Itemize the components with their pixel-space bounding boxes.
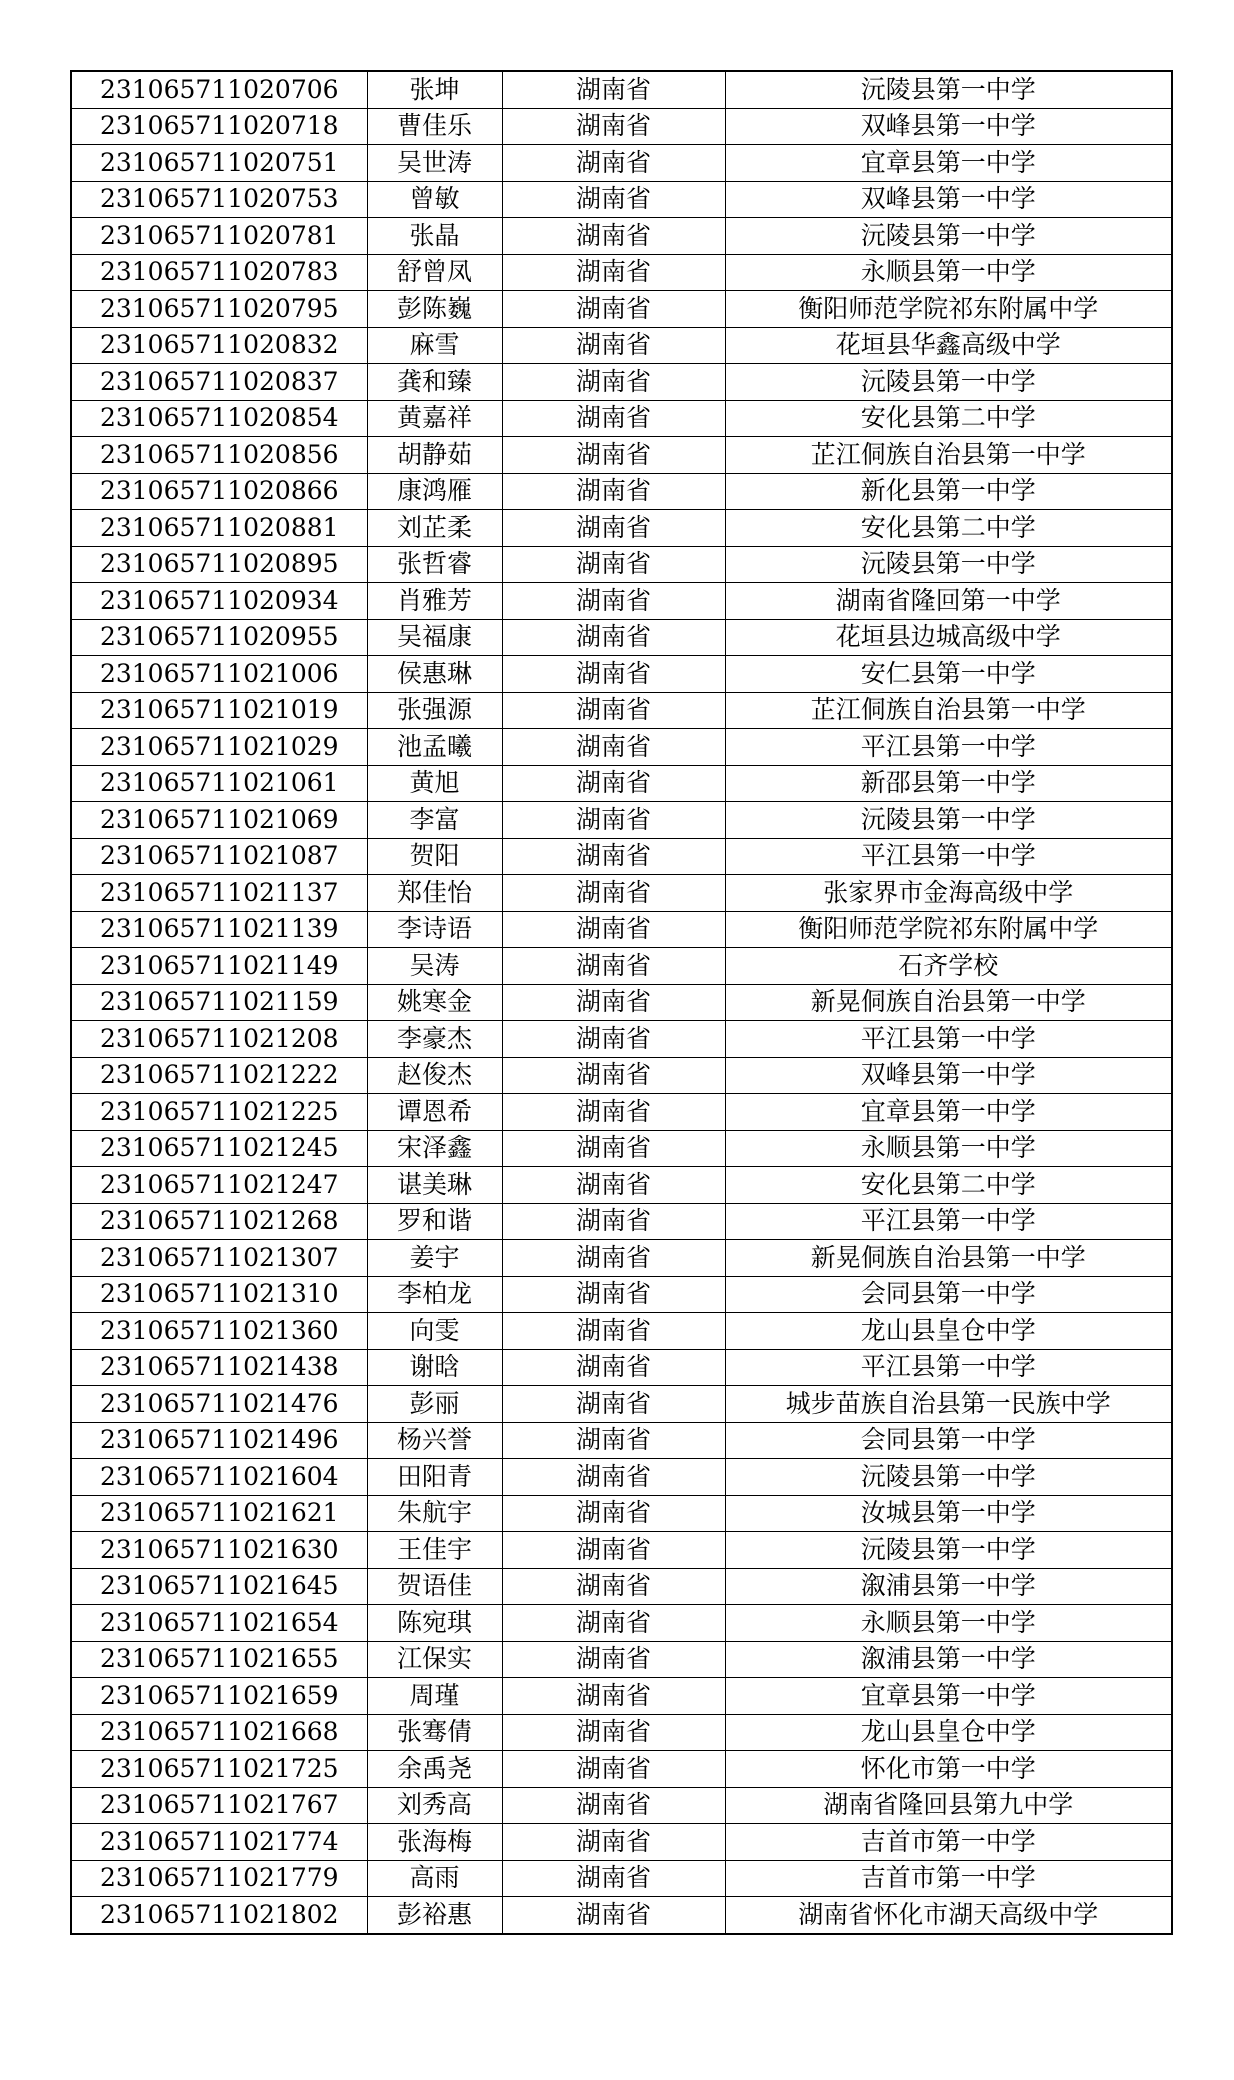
- candidate-id-cell: 231065711021225: [71, 1094, 367, 1131]
- school-cell: 沅陵县第一中学: [725, 364, 1172, 401]
- student-name-cell: 吴世涛: [367, 145, 502, 182]
- province-cell: 湖南省: [502, 1897, 725, 1934]
- school-cell: 宜章县第一中学: [725, 1094, 1172, 1131]
- student-name-cell: 赵俊杰: [367, 1057, 502, 1094]
- school-cell: 城步苗族自治县第一民族中学: [725, 1386, 1172, 1423]
- province-cell: 湖南省: [502, 218, 725, 255]
- province-cell: 湖南省: [502, 145, 725, 182]
- table-row: [71, 1641, 1172, 1678]
- student-name-cell: 刘秀高: [367, 1787, 502, 1824]
- student-name-cell: 谭恩希: [367, 1094, 502, 1131]
- student-name-cell: 池孟曦: [367, 729, 502, 766]
- table-row: [71, 802, 1172, 839]
- candidate-id-cell: 231065711021222: [71, 1057, 367, 1094]
- candidate-id-cell: 231065711021149: [71, 948, 367, 985]
- student-name-cell: 余禹尧: [367, 1751, 502, 1788]
- table-row: [71, 875, 1172, 912]
- school-cell: 永顺县第一中学: [725, 1605, 1172, 1642]
- student-name-cell: 姚寒金: [367, 984, 502, 1021]
- candidate-id-cell: 231065711021654: [71, 1605, 367, 1642]
- province-cell: 湖南省: [502, 1276, 725, 1313]
- school-cell: 安化县第二中学: [725, 400, 1172, 437]
- table-row: [71, 1349, 1172, 1386]
- roster-sheet: [70, 70, 1173, 1935]
- school-cell: 湖南省怀化市湖天高级中学: [725, 1897, 1172, 1934]
- student-name-cell: 张强源: [367, 692, 502, 729]
- school-cell: 芷江侗族自治县第一中学: [725, 692, 1172, 729]
- table-row: [71, 437, 1172, 474]
- school-cell: 衡阳师范学院祁东附属中学: [725, 291, 1172, 328]
- candidate-id-cell: 231065711021604: [71, 1459, 367, 1496]
- table-row: [71, 181, 1172, 218]
- school-cell: 怀化市第一中学: [725, 1751, 1172, 1788]
- province-cell: 湖南省: [502, 1313, 725, 1350]
- student-name-cell: 张骞倩: [367, 1714, 502, 1751]
- student-name-cell: 麻雪: [367, 327, 502, 364]
- candidate-id-cell: 231065711020795: [71, 291, 367, 328]
- province-cell: 湖南省: [502, 1349, 725, 1386]
- table-row: [71, 765, 1172, 802]
- province-cell: 湖南省: [502, 546, 725, 583]
- candidate-id-cell: 231065711021668: [71, 1714, 367, 1751]
- student-name-cell: 贺语佳: [367, 1568, 502, 1605]
- table-row: [71, 1240, 1172, 1277]
- province-cell: 湖南省: [502, 619, 725, 656]
- candidate-id-cell: 231065711020706: [71, 71, 367, 108]
- table-row: [71, 838, 1172, 875]
- candidate-id-cell: 231065711021767: [71, 1787, 367, 1824]
- table-row: [71, 619, 1172, 656]
- candidate-id-cell: 231065711020934: [71, 583, 367, 620]
- table-row: [71, 1459, 1172, 1496]
- student-name-cell: 高雨: [367, 1860, 502, 1897]
- candidate-id-cell: 231065711021245: [71, 1130, 367, 1167]
- student-name-cell: 舒曾凤: [367, 254, 502, 291]
- candidate-id-cell: 231065711021779: [71, 1860, 367, 1897]
- school-cell: 湖南省隆回第一中学: [725, 583, 1172, 620]
- candidate-id-cell: 231065711020718: [71, 108, 367, 145]
- candidate-id-cell: 231065711021139: [71, 911, 367, 948]
- candidate-id-cell: 231065711021725: [71, 1751, 367, 1788]
- candidate-id-cell: 231065711020895: [71, 546, 367, 583]
- province-cell: 湖南省: [502, 1568, 725, 1605]
- student-name-cell: 李诗语: [367, 911, 502, 948]
- candidate-id-cell: 231065711021630: [71, 1532, 367, 1569]
- school-cell: 龙山县皇仓中学: [725, 1313, 1172, 1350]
- province-cell: 湖南省: [502, 1057, 725, 1094]
- table-row: [71, 1422, 1172, 1459]
- province-cell: 湖南省: [502, 1422, 725, 1459]
- province-cell: 湖南省: [502, 1641, 725, 1678]
- candidate-id-cell: 231065711020881: [71, 510, 367, 547]
- table-row: [71, 1605, 1172, 1642]
- school-cell: 芷江侗族自治县第一中学: [725, 437, 1172, 474]
- school-cell: 平江县第一中学: [725, 838, 1172, 875]
- student-name-cell: 陈宛琪: [367, 1605, 502, 1642]
- student-name-cell: 龚和臻: [367, 364, 502, 401]
- province-cell: 湖南省: [502, 838, 725, 875]
- table-row: [71, 327, 1172, 364]
- province-cell: 湖南省: [502, 1386, 725, 1423]
- school-cell: 平江县第一中学: [725, 1203, 1172, 1240]
- table-row: [71, 145, 1172, 182]
- province-cell: 湖南省: [502, 1167, 725, 1204]
- table-row: [71, 1751, 1172, 1788]
- school-cell: 宜章县第一中学: [725, 145, 1172, 182]
- candidate-id-cell: 231065711021268: [71, 1203, 367, 1240]
- province-cell: 湖南省: [502, 948, 725, 985]
- school-cell: 沅陵县第一中学: [725, 802, 1172, 839]
- school-cell: 平江县第一中学: [725, 1021, 1172, 1058]
- student-name-cell: 向雯: [367, 1313, 502, 1350]
- province-cell: 湖南省: [502, 1495, 725, 1532]
- school-cell: 沅陵县第一中学: [725, 1532, 1172, 1569]
- student-name-cell: 郑佳怡: [367, 875, 502, 912]
- table-row: [71, 1167, 1172, 1204]
- candidate-id-cell: 231065711021659: [71, 1678, 367, 1715]
- candidate-id-cell: 231065711020751: [71, 145, 367, 182]
- candidate-id-cell: 231065711021802: [71, 1897, 367, 1934]
- province-cell: 湖南省: [502, 1751, 725, 1788]
- school-cell: 溆浦县第一中学: [725, 1568, 1172, 1605]
- candidate-id-cell: 231065711021069: [71, 802, 367, 839]
- candidate-id-cell: 231065711021360: [71, 1313, 367, 1350]
- province-cell: 湖南省: [502, 108, 725, 145]
- student-name-cell: 姜宇: [367, 1240, 502, 1277]
- candidate-id-cell: 231065711020783: [71, 254, 367, 291]
- school-cell: 吉首市第一中学: [725, 1824, 1172, 1861]
- student-name-cell: 田阳青: [367, 1459, 502, 1496]
- school-cell: 宜章县第一中学: [725, 1678, 1172, 1715]
- candidate-id-cell: 231065711021029: [71, 729, 367, 766]
- school-cell: 石齐学校: [725, 948, 1172, 985]
- province-cell: 湖南省: [502, 1605, 725, 1642]
- student-name-cell: 周瑾: [367, 1678, 502, 1715]
- student-name-cell: 谢晗: [367, 1349, 502, 1386]
- school-cell: 会同县第一中学: [725, 1276, 1172, 1313]
- school-cell: 花垣县华鑫高级中学: [725, 327, 1172, 364]
- student-name-cell: 彭裕惠: [367, 1897, 502, 1934]
- school-cell: 安仁县第一中学: [725, 656, 1172, 693]
- candidate-id-cell: 231065711020753: [71, 181, 367, 218]
- school-cell: 新邵县第一中学: [725, 765, 1172, 802]
- table-row: [71, 948, 1172, 985]
- province-cell: 湖南省: [502, 1021, 725, 1058]
- candidate-id-cell: 231065711021310: [71, 1276, 367, 1313]
- province-cell: 湖南省: [502, 1130, 725, 1167]
- province-cell: 湖南省: [502, 765, 725, 802]
- table-row: [71, 1094, 1172, 1131]
- student-name-cell: 胡静茹: [367, 437, 502, 474]
- province-cell: 湖南省: [502, 364, 725, 401]
- student-name-cell: 张坤: [367, 71, 502, 108]
- table-row: [71, 583, 1172, 620]
- student-name-cell: 黄嘉祥: [367, 400, 502, 437]
- candidate-id-cell: 231065711021019: [71, 692, 367, 729]
- province-cell: 湖南省: [502, 911, 725, 948]
- province-cell: 湖南省: [502, 875, 725, 912]
- school-cell: 沅陵县第一中学: [725, 218, 1172, 255]
- school-cell: 张家界市金海高级中学: [725, 875, 1172, 912]
- province-cell: 湖南省: [502, 1860, 725, 1897]
- candidate-id-cell: 231065711020854: [71, 400, 367, 437]
- school-cell: 衡阳师范学院祁东附属中学: [725, 911, 1172, 948]
- student-name-cell: 李富: [367, 802, 502, 839]
- candidate-id-cell: 231065711021438: [71, 1349, 367, 1386]
- province-cell: 湖南省: [502, 656, 725, 693]
- province-cell: 湖南省: [502, 1459, 725, 1496]
- table-row: [71, 984, 1172, 1021]
- student-name-cell: 李豪杰: [367, 1021, 502, 1058]
- table-row: [71, 1313, 1172, 1350]
- table-row: [71, 1678, 1172, 1715]
- candidate-id-cell: 231065711021621: [71, 1495, 367, 1532]
- province-cell: 湖南省: [502, 327, 725, 364]
- province-cell: 湖南省: [502, 692, 725, 729]
- roster-table-body: [71, 71, 1172, 1934]
- table-row: [71, 1787, 1172, 1824]
- student-name-cell: 张哲睿: [367, 546, 502, 583]
- student-name-cell: 肖雅芳: [367, 583, 502, 620]
- candidate-id-cell: 231065711021247: [71, 1167, 367, 1204]
- table-row: [71, 1532, 1172, 1569]
- table-row: [71, 546, 1172, 583]
- school-cell: 沅陵县第一中学: [725, 71, 1172, 108]
- candidate-id-cell: 231065711020856: [71, 437, 367, 474]
- province-cell: 湖南省: [502, 1203, 725, 1240]
- school-cell: 双峰县第一中学: [725, 181, 1172, 218]
- school-cell: 汝城县第一中学: [725, 1495, 1172, 1532]
- candidate-id-cell: 231065711021655: [71, 1641, 367, 1678]
- candidate-id-cell: 231065711021208: [71, 1021, 367, 1058]
- school-cell: 安化县第二中学: [725, 1167, 1172, 1204]
- student-name-cell: 杨兴誉: [367, 1422, 502, 1459]
- province-cell: 湖南省: [502, 583, 725, 620]
- student-name-cell: 黄旭: [367, 765, 502, 802]
- school-cell: 花垣县边城高级中学: [725, 619, 1172, 656]
- school-cell: 双峰县第一中学: [725, 108, 1172, 145]
- province-cell: 湖南省: [502, 510, 725, 547]
- province-cell: 湖南省: [502, 802, 725, 839]
- province-cell: 湖南省: [502, 1094, 725, 1131]
- student-name-cell: 侯惠琳: [367, 656, 502, 693]
- student-name-cell: 张晶: [367, 218, 502, 255]
- table-row: [71, 108, 1172, 145]
- school-cell: 沅陵县第一中学: [725, 546, 1172, 583]
- table-row: [71, 510, 1172, 547]
- candidate-id-cell: 231065711021645: [71, 1568, 367, 1605]
- table-row: [71, 291, 1172, 328]
- student-name-cell: 张海梅: [367, 1824, 502, 1861]
- student-name-cell: 王佳宇: [367, 1532, 502, 1569]
- candidate-id-cell: 231065711020955: [71, 619, 367, 656]
- school-cell: 永顺县第一中学: [725, 254, 1172, 291]
- province-cell: 湖南省: [502, 1824, 725, 1861]
- candidate-id-cell: 231065711021774: [71, 1824, 367, 1861]
- province-cell: 湖南省: [502, 1787, 725, 1824]
- student-name-cell: 罗和谐: [367, 1203, 502, 1240]
- student-name-cell: 吴福康: [367, 619, 502, 656]
- province-cell: 湖南省: [502, 437, 725, 474]
- school-cell: 平江县第一中学: [725, 1349, 1172, 1386]
- student-name-cell: 贺阳: [367, 838, 502, 875]
- school-cell: 溆浦县第一中学: [725, 1641, 1172, 1678]
- table-row: [71, 911, 1172, 948]
- student-name-cell: 康鸿雁: [367, 473, 502, 510]
- student-name-cell: 朱航宇: [367, 1495, 502, 1532]
- table-row: [71, 1495, 1172, 1532]
- table-row: [71, 1021, 1172, 1058]
- table-row: [71, 1386, 1172, 1423]
- candidate-id-cell: 231065711021159: [71, 984, 367, 1021]
- province-cell: 湖南省: [502, 400, 725, 437]
- table-row: [71, 1568, 1172, 1605]
- school-cell: 会同县第一中学: [725, 1422, 1172, 1459]
- candidate-id-cell: 231065711021476: [71, 1386, 367, 1423]
- student-name-cell: 刘芷柔: [367, 510, 502, 547]
- candidate-id-cell: 231065711021087: [71, 838, 367, 875]
- province-cell: 湖南省: [502, 1532, 725, 1569]
- candidate-id-cell: 231065711020866: [71, 473, 367, 510]
- school-cell: 湖南省隆回县第九中学: [725, 1787, 1172, 1824]
- student-name-cell: 宋泽鑫: [367, 1130, 502, 1167]
- candidate-id-cell: 231065711020837: [71, 364, 367, 401]
- table-row: [71, 656, 1172, 693]
- table-row: [71, 1130, 1172, 1167]
- province-cell: 湖南省: [502, 729, 725, 766]
- province-cell: 湖南省: [502, 1678, 725, 1715]
- table-row: [71, 692, 1172, 729]
- roster-table: [70, 70, 1173, 1935]
- table-row: [71, 1057, 1172, 1094]
- table-row: [71, 1276, 1172, 1313]
- student-name-cell: 江保实: [367, 1641, 502, 1678]
- table-row: [71, 364, 1172, 401]
- school-cell: 吉首市第一中学: [725, 1860, 1172, 1897]
- student-name-cell: 曹佳乐: [367, 108, 502, 145]
- candidate-id-cell: 231065711021496: [71, 1422, 367, 1459]
- school-cell: 新晃侗族自治县第一中学: [725, 984, 1172, 1021]
- school-cell: 新化县第一中学: [725, 473, 1172, 510]
- student-name-cell: 曾敏: [367, 181, 502, 218]
- table-row: [71, 1860, 1172, 1897]
- candidate-id-cell: 231065711021137: [71, 875, 367, 912]
- province-cell: 湖南省: [502, 181, 725, 218]
- province-cell: 湖南省: [502, 291, 725, 328]
- student-name-cell: 李柏龙: [367, 1276, 502, 1313]
- province-cell: 湖南省: [502, 984, 725, 1021]
- school-cell: 安化县第二中学: [725, 510, 1172, 547]
- school-cell: 永顺县第一中学: [725, 1130, 1172, 1167]
- table-row: [71, 71, 1172, 108]
- school-cell: 双峰县第一中学: [725, 1057, 1172, 1094]
- table-row: [71, 400, 1172, 437]
- table-row: [71, 1714, 1172, 1751]
- table-row: [71, 473, 1172, 510]
- province-cell: 湖南省: [502, 1240, 725, 1277]
- table-row: [71, 218, 1172, 255]
- student-name-cell: 吴涛: [367, 948, 502, 985]
- table-row: [71, 254, 1172, 291]
- table-row: [71, 1897, 1172, 1934]
- province-cell: 湖南省: [502, 71, 725, 108]
- student-name-cell: 谌美琳: [367, 1167, 502, 1204]
- student-name-cell: 彭丽: [367, 1386, 502, 1423]
- candidate-id-cell: 231065711021061: [71, 765, 367, 802]
- school-cell: 平江县第一中学: [725, 729, 1172, 766]
- candidate-id-cell: 231065711020832: [71, 327, 367, 364]
- candidate-id-cell: 231065711020781: [71, 218, 367, 255]
- province-cell: 湖南省: [502, 473, 725, 510]
- table-row: [71, 729, 1172, 766]
- school-cell: 新晃侗族自治县第一中学: [725, 1240, 1172, 1277]
- student-name-cell: 彭陈巍: [367, 291, 502, 328]
- province-cell: 湖南省: [502, 254, 725, 291]
- candidate-id-cell: 231065711021307: [71, 1240, 367, 1277]
- school-cell: 沅陵县第一中学: [725, 1459, 1172, 1496]
- school-cell: 龙山县皇仓中学: [725, 1714, 1172, 1751]
- candidate-id-cell: 231065711021006: [71, 656, 367, 693]
- province-cell: 湖南省: [502, 1714, 725, 1751]
- table-row: [71, 1203, 1172, 1240]
- table-row: [71, 1824, 1172, 1861]
